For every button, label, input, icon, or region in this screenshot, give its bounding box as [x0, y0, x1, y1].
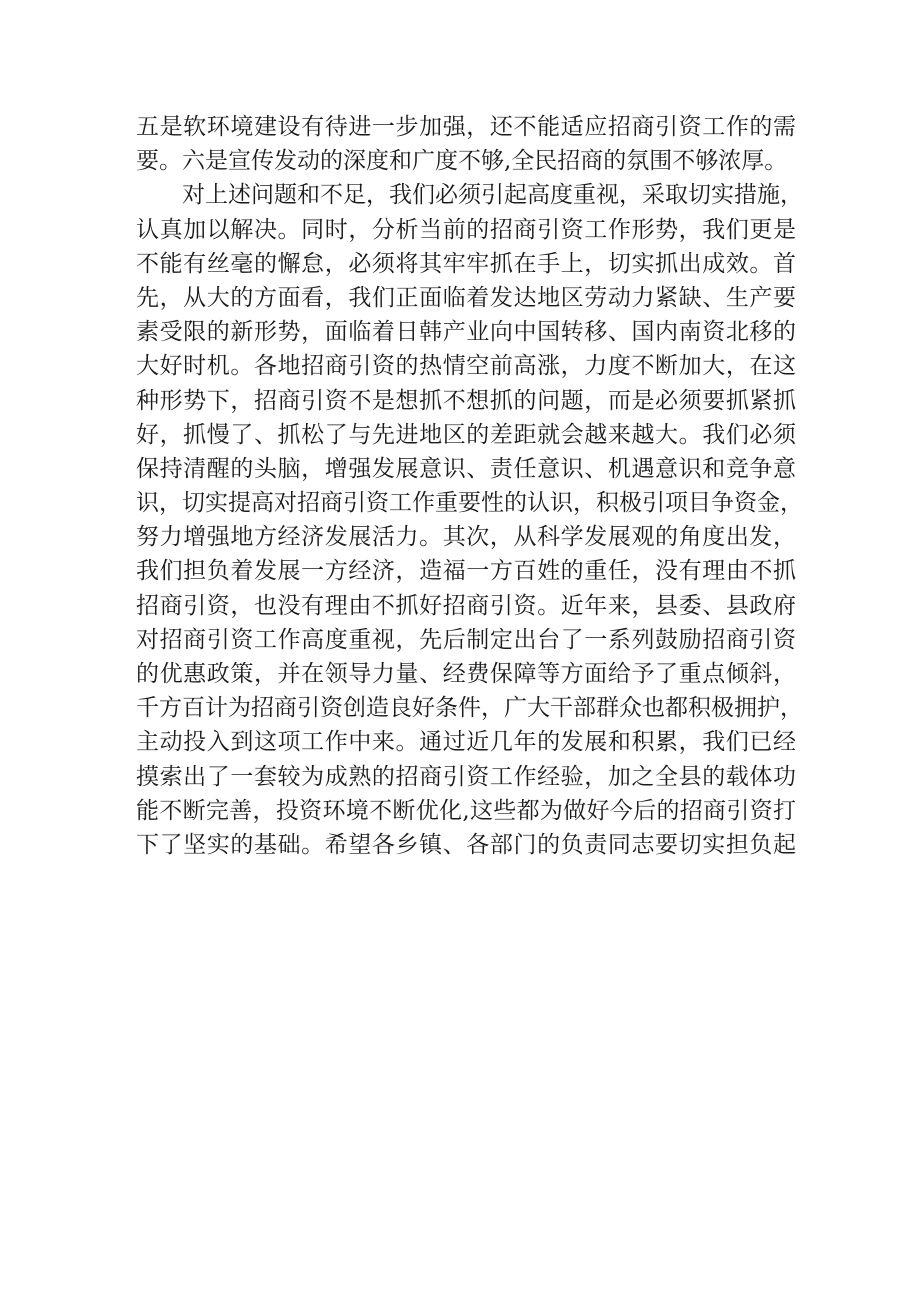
text-line-4: 认真加以解决。同时，分析当前的招商引资工作形势，我们更是: [136, 216, 796, 243]
text-line-13: 努力增强地方经济发展活力。其次，从科学发展观的角度出发，: [136, 524, 796, 551]
text-line-17: 的优惠政策，并在领导力量、经费保障等方面给予了重点倾斜，: [136, 661, 796, 687]
text-line-2: 要。六是宣传发动的深度和广度不够,全民招商的氛围不够浓厚。: [136, 148, 788, 175]
text-line-14: 我们担负着发展一方经济，造福一方百姓的重任，没有理由不抓: [136, 558, 796, 585]
text-line-20: 摸索出了一套较为成熟的招商引资工作经验，加之全县的载体功: [136, 763, 796, 790]
text-line-18: 千方百计为招商引资创造良好条件，广大干部群众也都积极拥护，: [136, 695, 803, 722]
text-line-10: 好，抓慢了、抓松了与先进地区的差距就会越来越大。我们必须: [136, 421, 796, 448]
text-line-3: 对上述问题和不足，我们必须引起高度重视，采取切实措施，: [182, 182, 803, 209]
text-line-6: 先，从大的方面看，我们正面临着发达地区劳动力紧缺、生产要: [136, 284, 796, 311]
text-line-12: 识，切实提高对招商引资工作重要性的认识，积极引项目争资金，: [136, 490, 803, 517]
text-line-9: 种形势下，招商引资不是想抓不想抓的问题，而是必须要抓紧抓: [136, 387, 796, 414]
text-line-16: 对招商引资工作高度重视，先后制定出台了一系列鼓励招商引资: [136, 626, 796, 653]
text-line-7: 素受限的新形势，面临着日韩产业向中国转移、国内南资北移的: [136, 319, 796, 346]
text-line-21: 能不断完善，投资环境不断优化,这些都为做好今后的招商引资打: [136, 797, 796, 824]
text-line-11: 保持清醒的头脑，增强发展意识、责任意识、机遇意识和竞争意: [136, 455, 796, 482]
text-line-5: 不能有丝毫的懈怠，必须将其牢牢抓在手上，切实抓出成效。首: [136, 250, 796, 277]
text-line-8: 大好时机。各地招商引资的热情空前高涨，力度不断加大，在这: [136, 353, 796, 380]
text-line-15: 招商引资，也没有理由不抓好招商引资。近年来，县委、县政府: [136, 592, 796, 619]
text-line-19: 主动投入到这项工作中来。通过近几年的发展和积累，我们已经: [136, 729, 796, 756]
text-line-1: 五是软环境建设有待进一步加强，还不能适应招商引资工作的需: [136, 114, 796, 140]
body-text: [136, 110, 803, 862]
text-line-22: 下了坚实的基础。希望各乡镇、各部门的负责同志要切实担负起: [136, 831, 796, 858]
